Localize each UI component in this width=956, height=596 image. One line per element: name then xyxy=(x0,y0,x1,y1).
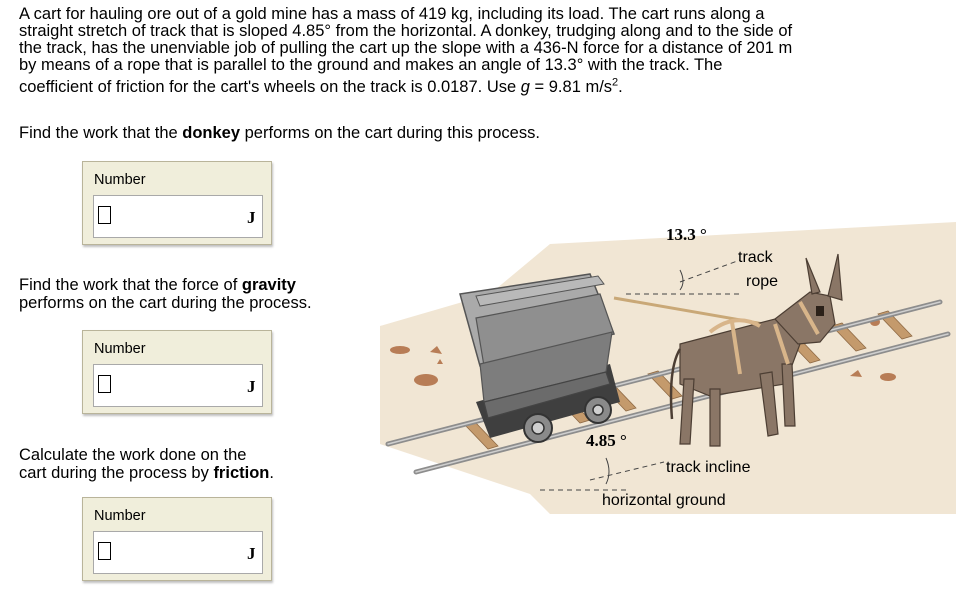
gravity-symbol: g xyxy=(520,77,530,96)
unit-label: J xyxy=(247,544,256,563)
question-gravity xyxy=(19,276,312,312)
problem-line-2: straight stretch of track that is sloped 4.85° from the horizontal. A donkey, trudging along and to the side of xyxy=(19,22,793,40)
gravity-exponent: 2 xyxy=(612,76,619,88)
problem-line-5 xyxy=(19,78,623,96)
rope-label: rope xyxy=(746,273,779,290)
problem-line-1: A cart for hauling ore out of a gold mine has a mass of 419 kg, including its load. The cart runs along a xyxy=(19,5,765,23)
unit-label: J xyxy=(247,208,256,227)
question-friction xyxy=(19,446,274,482)
number-label: Number xyxy=(94,172,146,188)
donkey-work-input[interactable] xyxy=(93,195,263,238)
number-label: Number xyxy=(94,508,146,524)
problem-period: . xyxy=(618,77,623,96)
question-donkey xyxy=(19,124,540,142)
unit-label: J xyxy=(247,377,256,396)
answer-box-friction xyxy=(82,497,272,581)
question-3-text: Calculate the work done on the xyxy=(19,446,247,464)
gravity-work-input[interactable] xyxy=(93,364,263,407)
gravity-value: = 9.81 m/s xyxy=(529,77,613,96)
question-1-keyword: donkey xyxy=(182,124,241,142)
problem-statement xyxy=(19,6,939,96)
question-1-text-end: performs on the cart during this process. xyxy=(240,124,540,142)
rope-angle-label: 13.3 ° xyxy=(666,225,707,244)
question-1-text: Find the work that the xyxy=(19,124,183,142)
number-label: Number xyxy=(94,341,146,357)
horizontal-ground-label: horizontal ground xyxy=(602,492,726,509)
question-3-period: . xyxy=(269,464,274,482)
friction-work-input[interactable] xyxy=(93,531,263,574)
track-incline-label: track incline xyxy=(666,459,751,476)
problem-line-3: the track, has the unenviable job of pulling the cart up the slope with a 436-N force for a distance of 201 m xyxy=(19,39,793,57)
answer-box-gravity xyxy=(82,330,272,414)
slope-angle-label: 4.85 ° xyxy=(586,431,627,450)
question-2-text: Find the work that the force of xyxy=(19,276,242,294)
answer-box-donkey xyxy=(82,161,272,245)
problem-line-5-text: coefficient of friction for the cart's wheels on the track is 0.0187. Use xyxy=(19,77,521,96)
problem-line-4: by means of a rope that is parallel to the ground and makes an angle of 13.3° with the track. The xyxy=(19,56,723,74)
question-2-keyword: gravity xyxy=(241,276,296,294)
question-3-keyword: friction xyxy=(213,464,270,482)
mine-cart-figure xyxy=(380,214,956,514)
mine-cart xyxy=(460,274,620,442)
question-2-text-line-2: performs on the cart during the process. xyxy=(19,294,312,312)
question-3-text-line-2: cart during the process by xyxy=(19,464,214,482)
track-label: track xyxy=(738,249,773,266)
